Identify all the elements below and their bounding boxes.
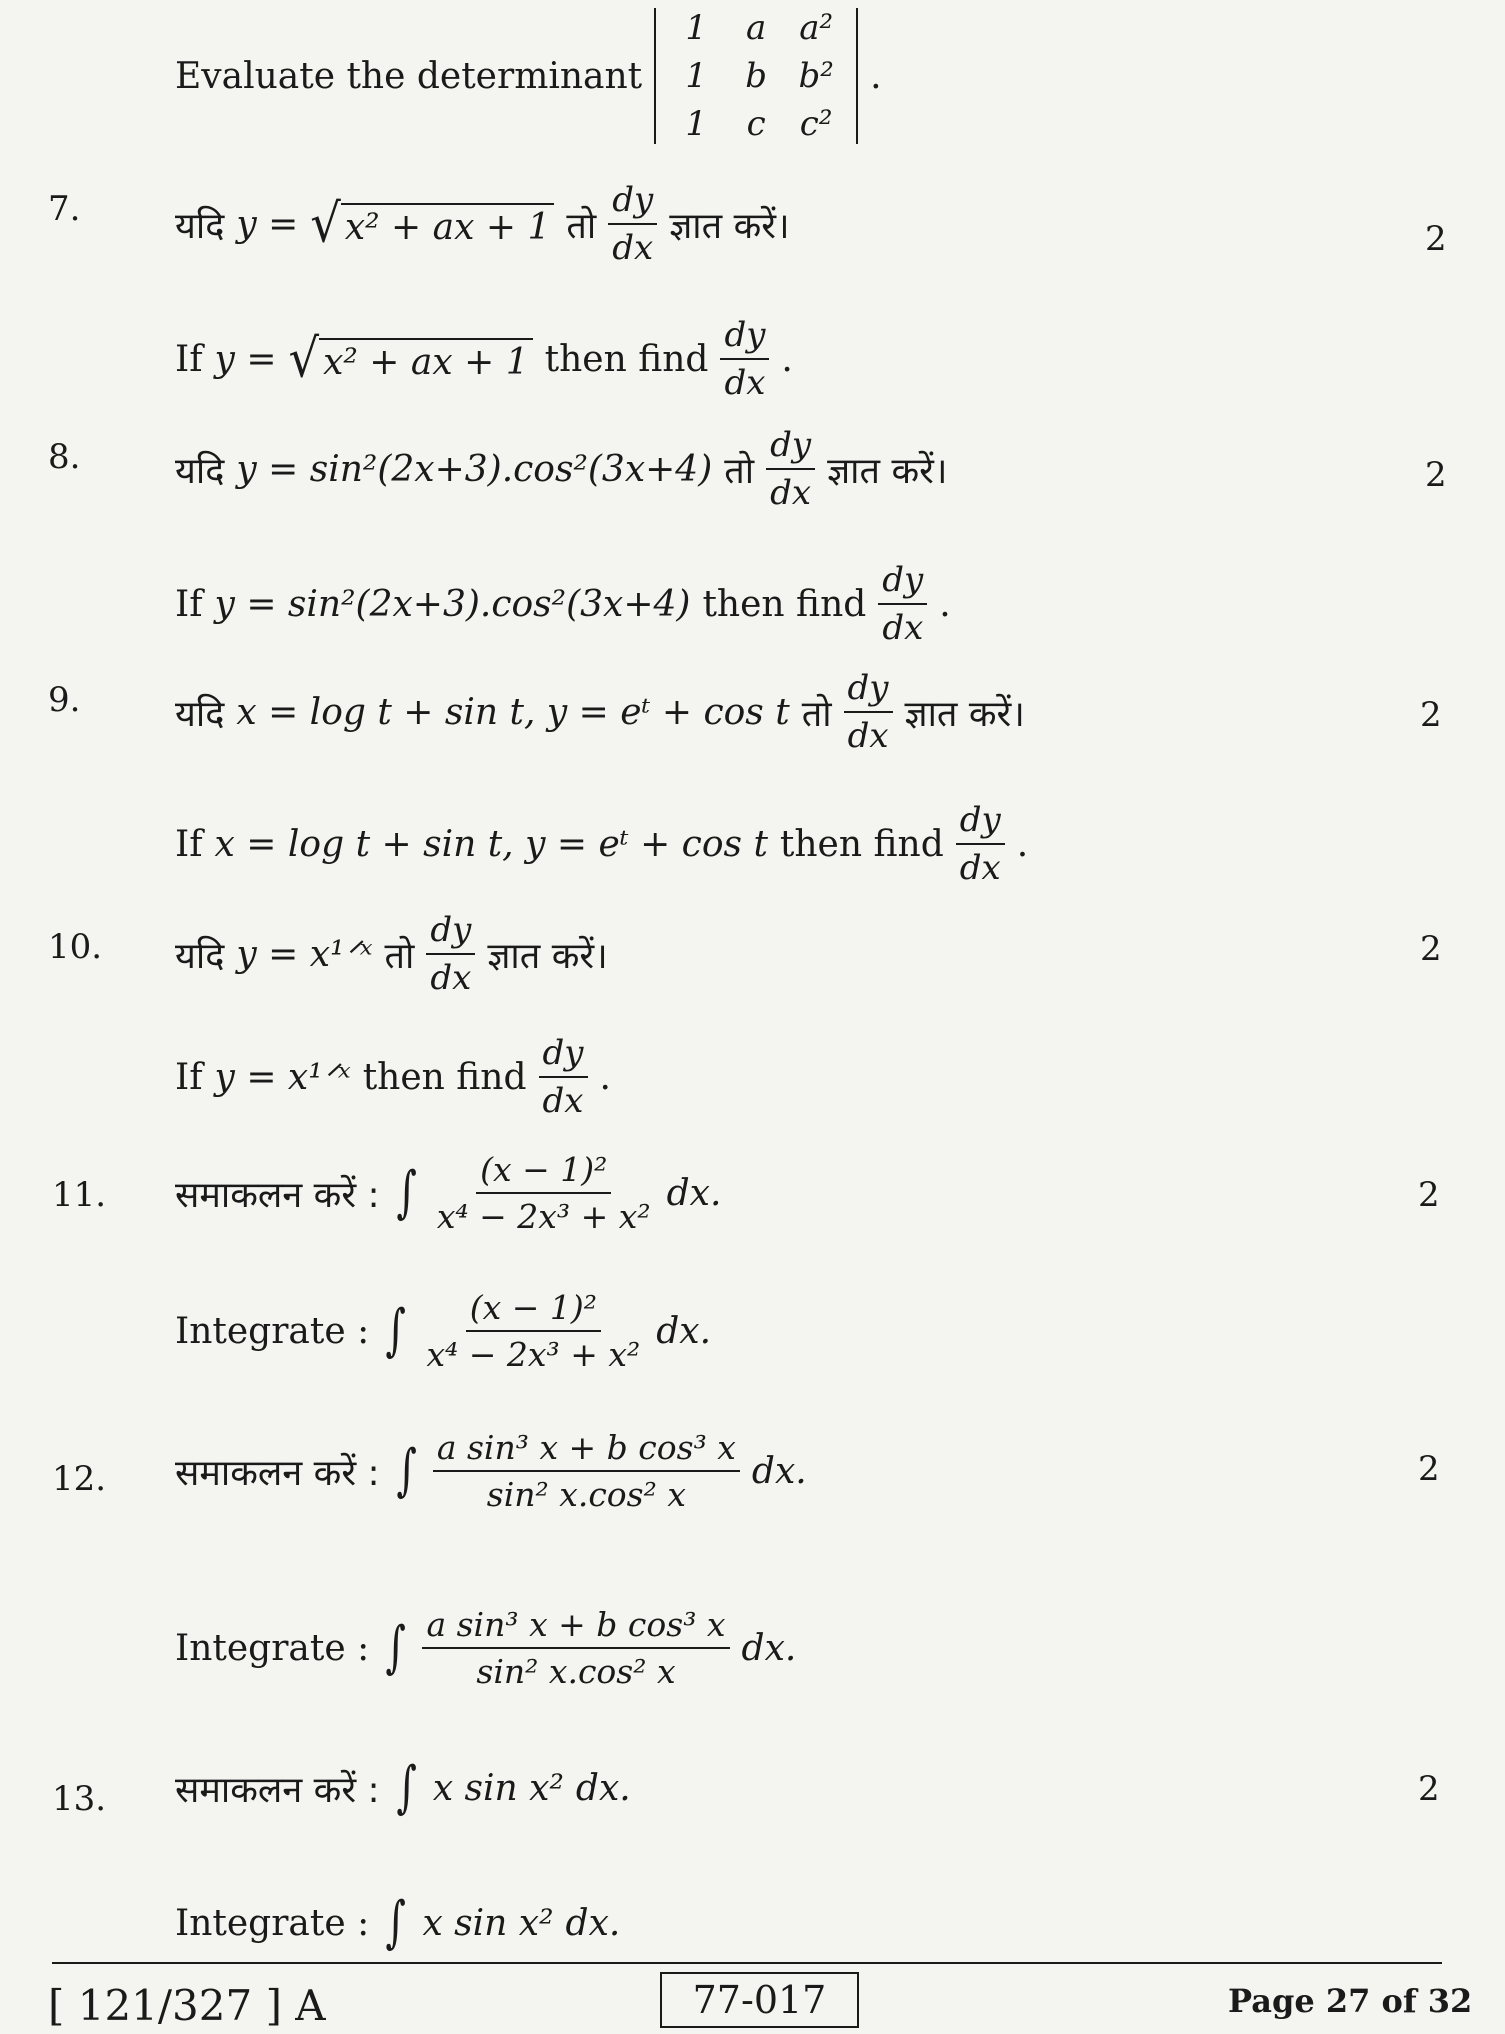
q8-en-period: . (939, 583, 951, 625)
q12-en-numerator: a sin³ x + b cos³ x (422, 1605, 729, 1649)
q11-en-numerator: (x − 1)² (466, 1288, 601, 1332)
q10-en-period: . (599, 1056, 611, 1098)
q12-numerator: a sin³ x + b cos³ x (433, 1428, 740, 1472)
q11-en-label: Integrate : (175, 1310, 370, 1352)
det-cell: c (746, 104, 766, 144)
q8-dy: dy (766, 425, 815, 470)
q12-number: 12. (52, 1459, 107, 1499)
q11-marks: 2 (1418, 1175, 1440, 1215)
footer-page-number: Page 27 of 32 (1228, 1982, 1473, 2020)
q9-dy: dy (844, 668, 893, 713)
q11-english (175, 1288, 723, 1374)
q13-en-label: Integrate : (175, 1902, 370, 1944)
q7-radicand: x² + ax + 1 (341, 203, 555, 248)
q8-en-dy: dy (878, 560, 927, 605)
q8-dydx (766, 425, 815, 513)
q7-english (175, 315, 805, 403)
footer-code-left: [ 121/327 ] A (48, 1981, 326, 2030)
q12-en-dx: dx. (741, 1627, 797, 1669)
q7-en-radicand: x² + ax + 1 (319, 338, 533, 383)
q13-english (175, 1890, 632, 1955)
q8-hindi (175, 425, 959, 513)
q8-dx: dx (770, 473, 812, 513)
q13-hi-label: समाकलन करें : (175, 1769, 380, 1811)
q8-expr: y = sin²(2x+3).cos²(3x+4) (236, 448, 713, 490)
q7-dy: dy (608, 180, 657, 225)
q7-en-lhs: y = (214, 338, 277, 380)
q9-english (175, 800, 1040, 888)
det-cell: a (746, 8, 767, 48)
integral-icon: ∫ (385, 1298, 407, 1363)
det-cell: b (745, 56, 768, 96)
q6-determinant (654, 8, 858, 144)
q10-expr: y = x¹ᐟˣ (236, 933, 373, 975)
q10-english (175, 1033, 623, 1121)
integral-icon: ∫ (385, 1615, 407, 1680)
q12-en-fraction (422, 1605, 729, 1691)
q7-en-period: . (781, 338, 793, 380)
integral-icon: ∫ (396, 1755, 417, 1820)
q11-en-denominator: x⁴ − 2x³ + x² (426, 1335, 641, 1374)
q8-hi-to: तो (724, 450, 755, 492)
q12-fraction (433, 1428, 740, 1514)
footer-code-box: 77-017 (660, 1972, 859, 2028)
q7-en-dx: dx (724, 363, 766, 403)
q8-hi-suffix: ज्ञात करें। (827, 450, 948, 492)
q7-en-then: then find (544, 338, 709, 380)
q12-hi-label: समाकलन करें : (175, 1452, 380, 1494)
q8-marks: 2 (1425, 455, 1447, 495)
q11-denominator: x⁴ − 2x³ + x² (436, 1197, 651, 1236)
q8-number: 8. (48, 437, 81, 477)
q10-hi-suffix: ज्ञात करें। (487, 935, 608, 977)
q9-hi-to: तो (801, 693, 832, 735)
q10-number: 10. (48, 927, 103, 967)
q10-en-dy: dy (539, 1033, 588, 1078)
q10-dy: dy (426, 910, 475, 955)
q10-en-expr: y = x¹ᐟˣ (214, 1056, 351, 1098)
q10-dx: dx (430, 958, 472, 998)
q10-dydx (426, 910, 475, 998)
det-cell: 1 (685, 56, 707, 96)
integral-icon: ∫ (385, 1890, 407, 1955)
q12-dx: dx. (751, 1450, 807, 1492)
q7-dydx (608, 180, 657, 268)
q9-en-if: If (175, 823, 203, 865)
q12-denominator: sin² x.cos² x (486, 1475, 686, 1514)
q11-hi-label: समाकलन करें : (175, 1174, 380, 1216)
q7-sqrt: √ x² + ax + 1 (310, 200, 554, 248)
det-cell: 1 (685, 8, 707, 48)
q13-marks: 2 (1418, 1769, 1440, 1809)
q10-hindi (175, 910, 620, 998)
det-cell: c² (799, 104, 833, 144)
q10-hi-yadi: यदि (175, 935, 225, 977)
q12-english (175, 1605, 808, 1691)
q9-hi-yadi: यदि (175, 693, 225, 735)
q13-en-integrand: x sin x² (422, 1902, 554, 1944)
q7-hi-to: तो (566, 205, 597, 247)
q8-hi-yadi: यदि (175, 450, 225, 492)
q13-number: 13. (52, 1779, 107, 1819)
q11-number: 11. (52, 1175, 107, 1215)
q12-en-denominator: sin² x.cos² x (476, 1652, 676, 1691)
q6-period: . (870, 55, 882, 97)
q10-marks: 2 (1420, 929, 1442, 969)
q7-dx: dx (612, 228, 654, 268)
q7-en-sqrt: √ x² + ax + 1 (289, 335, 533, 383)
q13-hindi (175, 1755, 643, 1820)
q12-marks: 2 (1418, 1449, 1440, 1489)
q10-en-then: then find (362, 1056, 527, 1098)
integral-icon: ∫ (396, 1438, 417, 1503)
q11-en-fraction (422, 1288, 644, 1374)
q9-hindi (175, 668, 1037, 756)
det-cell: b² (798, 56, 834, 96)
footer-rule (52, 1962, 1442, 1964)
q8-en-dx: dx (882, 608, 924, 648)
q6-prefix: Evaluate the determinant (175, 55, 643, 97)
q9-dydx (844, 668, 893, 756)
q9-en-dydx (956, 800, 1005, 888)
q9-expr: x = log t + sin t, y = eᵗ + cos t (236, 691, 790, 733)
q7-hindi (175, 180, 802, 268)
q10-hi-to: तो (384, 935, 415, 977)
q10-en-dx: dx (542, 1081, 584, 1121)
q11-fraction (433, 1150, 655, 1236)
q9-en-then: then find (779, 823, 944, 865)
q9-hi-suffix: ज्ञात करें। (904, 693, 1025, 735)
q12-en-label: Integrate : (175, 1627, 370, 1669)
q7-en-if: If (175, 338, 203, 380)
q12-hindi (175, 1428, 819, 1514)
q13-en-dx: dx. (565, 1902, 621, 1944)
q7-hi-suffix: ज्ञात करें। (669, 205, 790, 247)
integral-icon: ∫ (396, 1160, 417, 1225)
q11-en-dx: dx. (656, 1310, 712, 1352)
q7-number: 7. (48, 189, 81, 229)
q9-number: 9. (48, 680, 81, 720)
q11-hindi (175, 1150, 733, 1236)
q7-lhs: y = (236, 203, 299, 245)
q7-en-dy: dy (720, 315, 769, 360)
q8-en-dydx (878, 560, 927, 648)
q7-marks: 2 (1425, 219, 1447, 259)
q8-en-if: If (175, 583, 203, 625)
q11-numerator: (x − 1)² (476, 1150, 611, 1194)
q9-dx: dx (847, 716, 889, 756)
q8-en-expr: y = sin²(2x+3).cos²(3x+4) (214, 583, 691, 625)
q9-en-period: . (1016, 823, 1029, 865)
q9-en-dx: dx (959, 848, 1001, 888)
q8-en-then: then find (702, 583, 867, 625)
q9-en-dy: dy (956, 800, 1005, 845)
q10-en-dydx (539, 1033, 588, 1121)
q9-marks: 2 (1420, 695, 1442, 735)
q11-dx: dx. (666, 1172, 722, 1214)
q7-hi-yadi: यदि (175, 205, 225, 247)
q8-english (175, 560, 963, 648)
q10-en-if: If (175, 1056, 203, 1098)
q6-english (175, 8, 894, 144)
det-cell: 1 (685, 104, 707, 144)
q9-en-expr: x = log t + sin t, y = eᵗ + cos t (214, 823, 768, 865)
q13-integrand: x sin x² (432, 1767, 564, 1809)
q7-en-dydx (720, 315, 769, 403)
q13-dx: dx. (575, 1767, 631, 1809)
det-cell: a² (799, 8, 834, 48)
